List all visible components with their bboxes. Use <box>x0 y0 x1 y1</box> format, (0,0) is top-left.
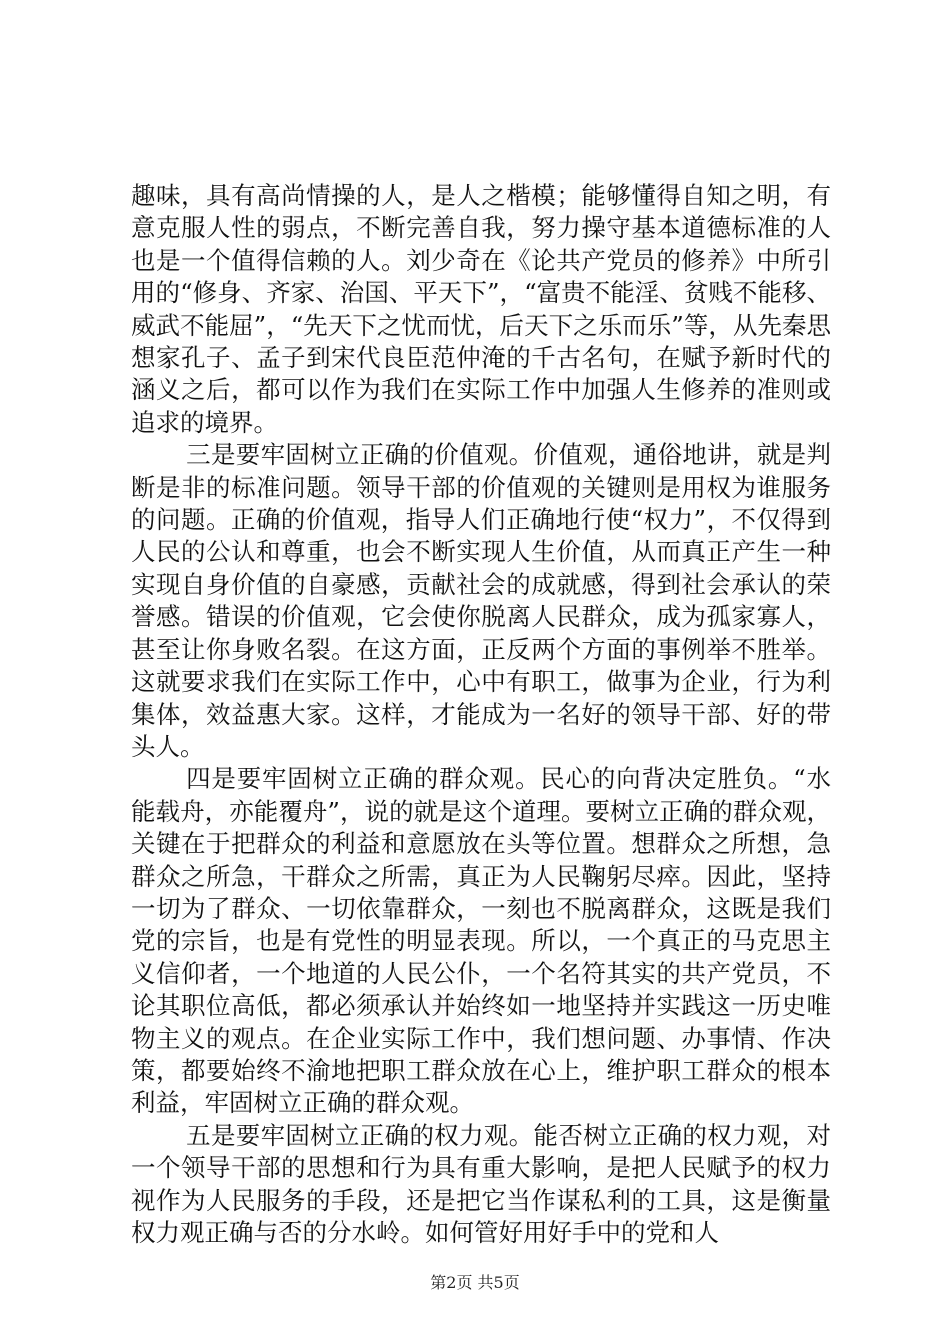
page-footer: 第2页 共5页 <box>430 1273 520 1292</box>
paragraph-mass-outlook: 四是要牢固树立正确的群众观。民心的向背决定胜负。“水能载舟，亦能覆舟”，说的就是这个道理。要树立正确的群众观，关键在于把群众的利益和意愿放在头等位置。想群众之所想，急群众之所急，干群众之所需，真正为人民鞠躬尽瘁。因此，坚持一切为了群众、一切依靠群众，一刻也不脱离群众，这既是我们党的宗旨，也是有党性的明显表现。所以，一个真正的马克思主义信仰者，一个地道的人民公仆，一个名符其实的共产党员，不论其职位高低，都必须承认并始终如一地坚持并实践这一历史唯物主义的观点。在企业实际工作中，我们想问题、办事情、作决策，都要始终不渝地把职工群众放在心上，维护职工群众的根本利益，牢固树立正确的群众观。 <box>131 764 831 1118</box>
paragraph-value-outlook: 三是要牢固树立正确的价值观。价值观，通俗地讲，就是判断是非的标准问题。领导干部的价值观的关键则是用权为谁服务的问题。正确的价值观，指导人们正确地行使“权力”，不仅得到人民的公认和尊重，也会不断实现人生价值，从而真正产生一种实现自身价值的自豪感，贡献社会的成就感，得到社会承认的荣誉感。错误的价值观，它会使你脱离人民群众，成为孤家寡人，甚至让你身败名裂。在这方面，正反两个方面的事例举不胜举。这就要求我们在实际工作中，心中有职工，做事为企业，行为利集体，效益惠大家。这样，才能成为一名好的领导干部、好的带头人。 <box>131 440 831 761</box>
document-body <box>131 180 831 1249</box>
paragraph-power-outlook: 五是要牢固树立正确的权力观。能否树立正确的权力观，对一个领导干部的思想和行为具有重大影响，是把人民赋予的权力视作为人民服务的手段，还是把它当作谋私利的工具，这是衡量权力观正确与否的分水岭。如何管好用好手中的党和人 <box>131 1120 831 1247</box>
paragraph-continuation: 趣味，具有高尚情操的人，是人之楷模；能够懂得自知之明，有意克服人性的弱点，不断完善自我，努力操守基本道德标准的人也是一个值得信赖的人。刘少奇在《论共产党员的修养》中所引用的“修身、齐家、治国、平天下”，“富贵不能淫、贫贱不能移、威武不能屈”，“先天下之忧而忧，后天下之乐而乐”等，从先秦思想家孔子、孟子到宋代良臣范仲淹的千古名句，在赋予新时代的涵义之后，都可以作为我们在实际工作中加强人生修养的准则或追求的境界。 <box>131 181 831 437</box>
